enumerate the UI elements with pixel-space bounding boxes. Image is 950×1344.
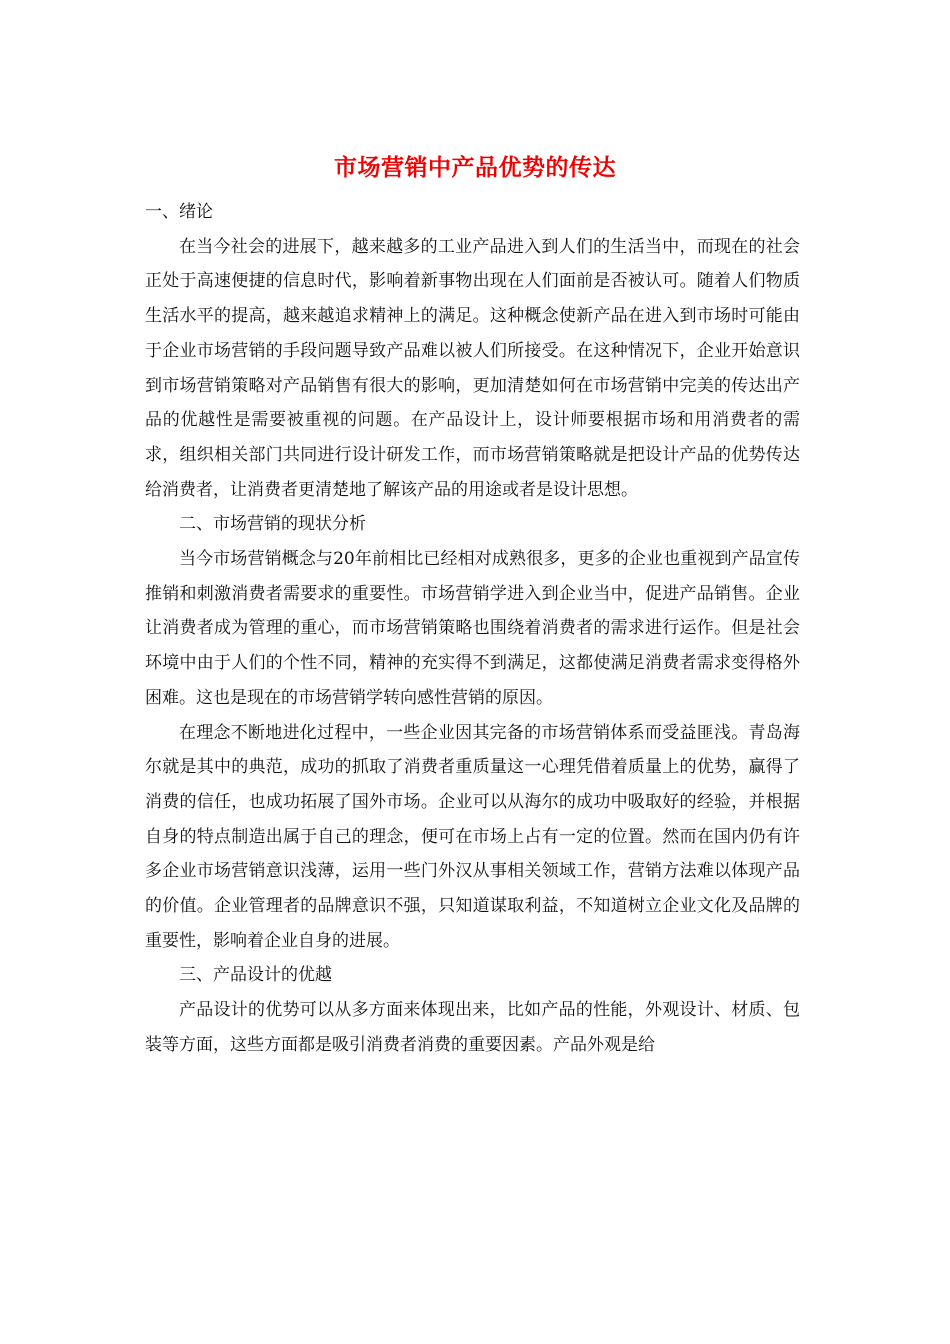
paragraph: 在当今社会的进展下，越来越多的工业产品进入到人们的生活当中，而现在的社会正处于高速便捷的信息时代，影响着新事物出现在人们面前是否被认可。随着人们物质生活水平的提高，越来越追求精神上的满足。这种概念使新产品在进入到市场时可能由于企业市场营销的手段问题导致产品难以被人们所接受。在这种情况下，企业开始意识到市场营销策略对产品销售有很大的影响，更加清楚如何在市场营销中完美的传达出产品的优越性是需要被重视的问题。在产品设计上，设计师要根据市场和用消费者的需求，组织相关部门共同进行设计研发工作，而市场营销策略就是把设计产品的优势传达给消费者，让消费者更清楚地了解该产品的用途或者是设计思想。: [145, 236, 800, 500]
section-heading-product-design: 三、产品设计的优越: [179, 965, 332, 986]
section-heading-market-status: 二、市场营销的现状分析: [179, 514, 366, 535]
section-heading-introduction: 一、绪论: [145, 202, 213, 222]
document-body: [145, 195, 800, 1063]
paragraph: 在理念不断地进化过程中，一些企业因其完备的市场营销体系而受益匪浅。青岛海尔就是其中的典范，成功的抓取了消费者重质量这一心理凭借着质量上的优势，赢得了消费的信任，也成功拓展了国外市场。企业可以从海尔的成功中吸取好的经验，并根据自身的特点制造出属于自己的理念，便可在市场上占有一定的位置。然而在国内仍有许多企业市场营销意识浅薄，运用一些门外汉从事相关领域工作，营销方法难以体现产品的价值。企业管理者的品牌意识不强，只知道谋取利益，不知道树立企业文化及品牌的重要性，影响着企业自身的进展。: [145, 722, 800, 951]
document-title: 市场营销中产品优势的传达: [334, 154, 616, 181]
paragraph: 当今市场营销概念与20年前相比已经相对成熟很多，更多的企业也重视到产品宣传推销和刺激消费者需要求的重要性。市场营销学进入到企业当中，促进产品销售。企业让消费者成为管理的重心，而市场营销策略也围绕着消费者的需求进行运作。但是社会环境中由于人们的个性不同，精神的充实得不到满足，这都使满足消费者需求变得格外困难。这也是现在的市场营销学转向感性营销的原因。: [145, 549, 800, 708]
paragraph: 产品设计的优势可以从多方面来体现出来，比如产品的性能，外观设计、材质、包装等方面，这些方面都是吸引消费者消费的重要因素。产品外观是给: [145, 1000, 800, 1055]
